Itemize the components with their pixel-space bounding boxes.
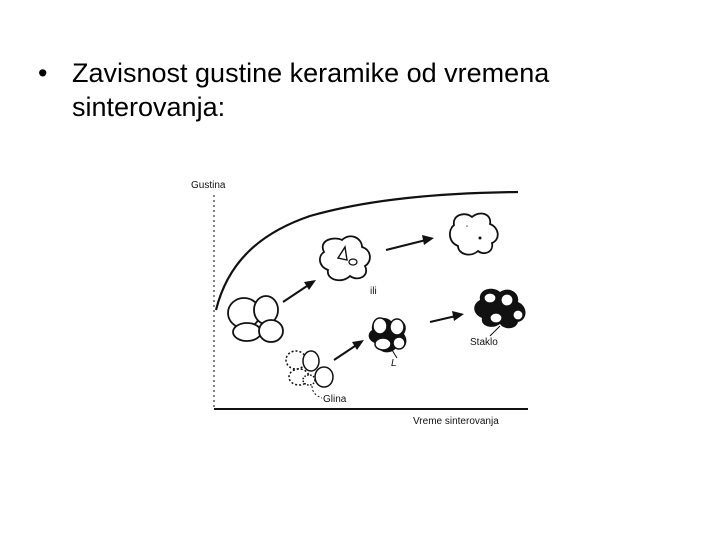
particles-intermediate (320, 236, 370, 280)
particles-glass-phase (474, 289, 525, 329)
arrow-1 (283, 280, 316, 302)
liquid-label: L (391, 358, 397, 369)
clay-leader (312, 386, 322, 398)
y-axis-label: Gustina (191, 180, 226, 191)
particles-final-dense (450, 213, 498, 254)
arrow-4 (430, 311, 464, 322)
glass-leader (490, 326, 500, 336)
bullet-marker: • (38, 58, 48, 88)
clay-label: Glina (323, 394, 347, 405)
particles-liquid-phase (369, 318, 407, 353)
liquid-leader (392, 350, 397, 358)
glass-label: Staklo (470, 337, 498, 348)
slide-text-line-1: Zavisnost gustine keramike od vremena (72, 58, 550, 88)
x-axis-label: Vreme sinterovanja (413, 416, 499, 427)
particles-initial (228, 296, 283, 342)
or-label: ili (370, 286, 377, 297)
particles-clay (286, 351, 333, 387)
arrow-3 (334, 340, 364, 360)
slide-text-line-2: sinterovanja: (72, 92, 226, 122)
svg-text:": " (466, 226, 469, 232)
arrow-2 (386, 235, 434, 250)
